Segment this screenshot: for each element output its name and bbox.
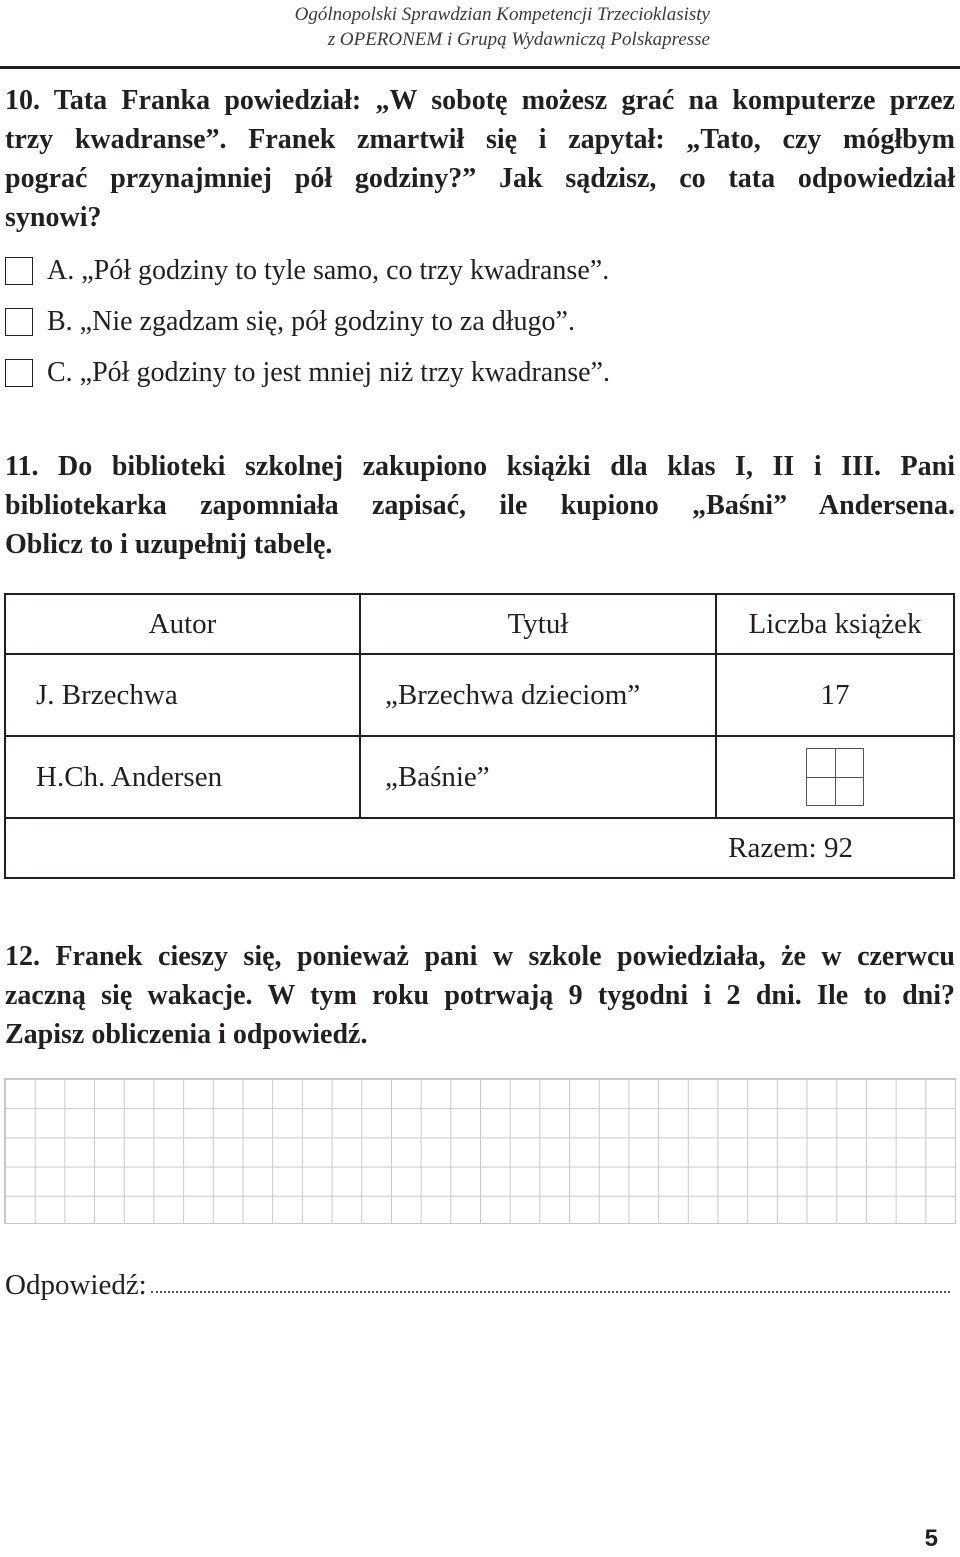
cell-author: J. Brzechwa bbox=[5, 654, 360, 736]
question-12-text bbox=[5, 937, 955, 1054]
header-title: Tytuł bbox=[360, 594, 716, 654]
cell-title: „Brzechwa dzieciom” bbox=[360, 654, 716, 736]
header-line-1: Ogólnopolski Sprawdzian Kompetencji Trzecioklasisty bbox=[294, 4, 710, 25]
page-header bbox=[10, 2, 710, 52]
answer-line[interactable] bbox=[5, 1262, 950, 1302]
table-row bbox=[5, 654, 954, 736]
question-10-line: pograć przynajmniej pół godziny?” Jak sądzisz, co tata odpowiedział bbox=[5, 163, 955, 194]
option-b-checkbox[interactable] bbox=[5, 308, 33, 336]
answer-label: Odpowiedź: bbox=[5, 1269, 147, 1301]
table-header-row bbox=[5, 594, 954, 654]
question-12-line: 12. Franek cieszy się, ponieważ pani w szkole powiedziała, że w czerwcu bbox=[5, 941, 955, 972]
option-c[interactable] bbox=[5, 353, 610, 393]
option-a-label: A. „Pół godziny to tyle samo, co trzy kwadranse”. bbox=[47, 255, 610, 286]
cell-author: H.Ch. Andersen bbox=[5, 736, 360, 818]
answer-digit-grid[interactable] bbox=[806, 748, 864, 806]
books-table bbox=[4, 593, 955, 879]
header-rule bbox=[0, 66, 960, 69]
question-11-line: Oblicz to i uzupełnij tabelę. bbox=[5, 529, 333, 560]
option-c-label: C. „Pół godziny to jest mniej niż trzy kwadranse”. bbox=[47, 357, 610, 388]
option-a[interactable] bbox=[5, 251, 609, 291]
header-line-2: z OPERONEM i Grupą Wydawniczą Polskapresse bbox=[327, 29, 710, 50]
cell-count: 17 bbox=[716, 654, 954, 736]
option-c-checkbox[interactable] bbox=[5, 359, 33, 387]
total-cell: Razem: 92 bbox=[5, 818, 954, 878]
header-author: Autor bbox=[5, 594, 360, 654]
question-12-line: Zapisz obliczenia i odpowiedź. bbox=[5, 1019, 368, 1050]
question-11-line: 11. Do biblioteki szkolnej zakupiono książki dla klas I, II i III. Pani bbox=[5, 451, 955, 482]
option-b-label: B. „Nie zgadzam się, pół godziny to za długo”. bbox=[47, 306, 575, 337]
page-number: 5 bbox=[924, 1525, 938, 1552]
question-10-line: trzy kwadranse”. Franek zmartwił się i zapytał: „Tato, czy mógłbym bbox=[5, 124, 955, 155]
option-a-checkbox[interactable] bbox=[5, 257, 33, 285]
question-10-line: synowi? bbox=[5, 202, 102, 233]
cell-count-answer bbox=[716, 736, 954, 818]
question-10-line: 10. Tata Franka powiedział: „W sobotę możesz grać na komputerze przez bbox=[5, 85, 955, 116]
question-11-line: bibliotekarka zapomniała zapisać, ile kupiono „Baśni” Andersena. bbox=[5, 490, 955, 521]
question-12-line: zaczną się wakacje. W tym roku potrwają 9 tygodni i 2 dni. Ile to dni? bbox=[5, 980, 955, 1011]
table-total-row bbox=[5, 818, 954, 878]
answer-dotted-line[interactable] bbox=[151, 1290, 950, 1293]
calculation-grid[interactable] bbox=[4, 1078, 956, 1224]
option-b[interactable] bbox=[5, 302, 575, 342]
question-10-text bbox=[5, 81, 955, 237]
question-11-text bbox=[5, 447, 955, 564]
header-count: Liczba książek bbox=[716, 594, 954, 654]
table-row bbox=[5, 736, 954, 818]
cell-title: „Baśnie” bbox=[360, 736, 716, 818]
